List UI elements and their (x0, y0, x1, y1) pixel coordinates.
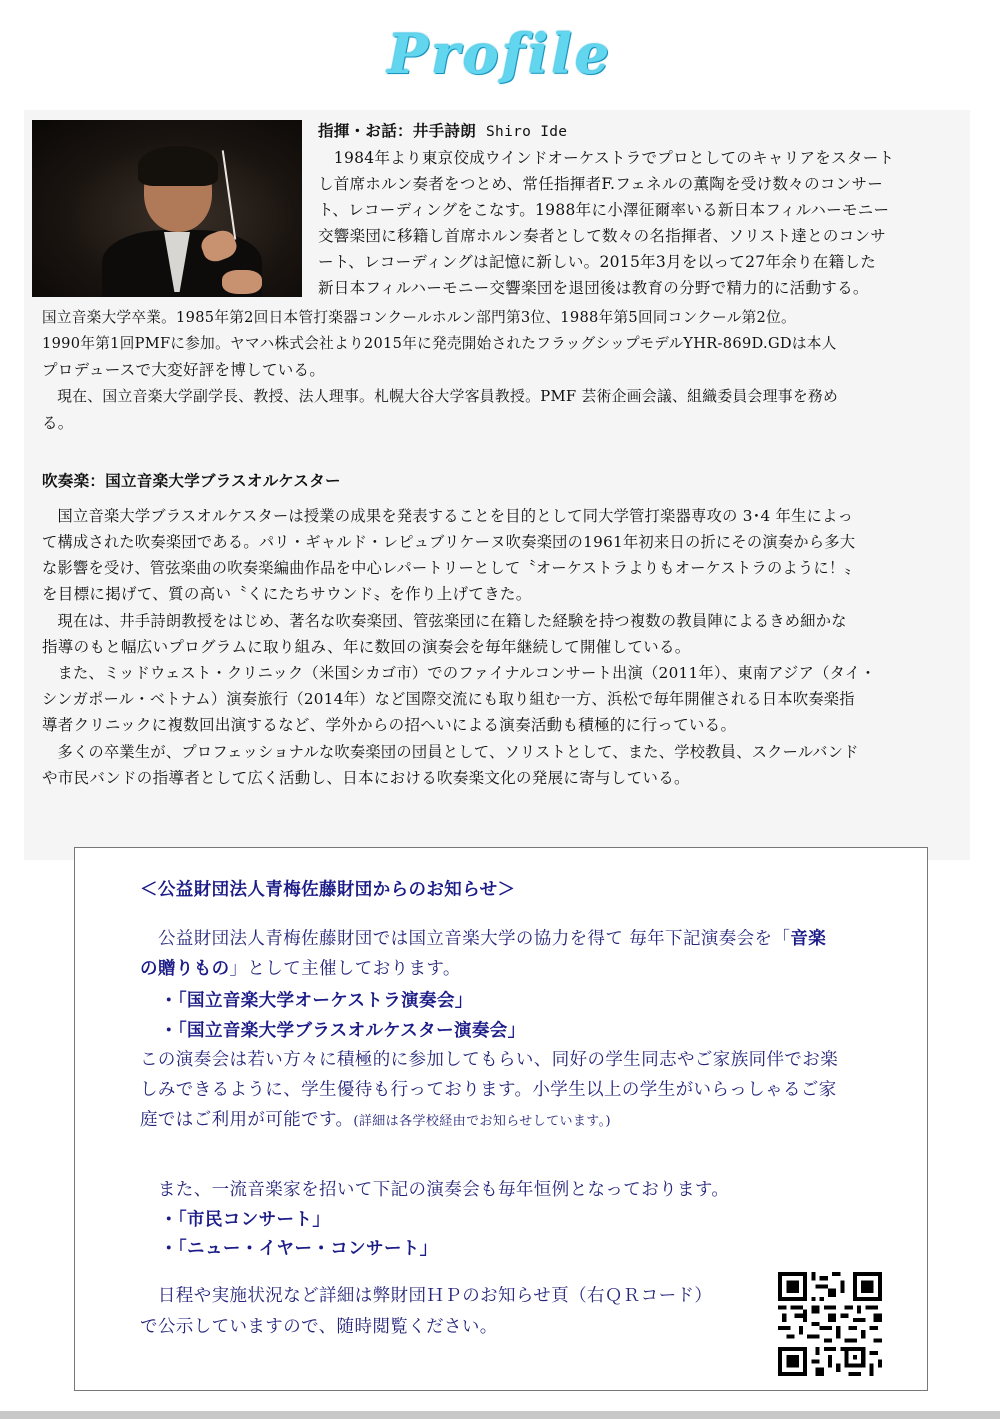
notice-intro-line-2 (140, 955, 461, 984)
notice-footer-line: 日程や実施状況など詳細は弊財団ＨＰのお知らせ頁（右ＱＲコード） (140, 1286, 713, 1306)
band-line: 国立音楽大学ブラスオルケスターは授業の成果を発表することを目的として同大学管打楽器専攻の 3･4 年生によっ (42, 507, 854, 525)
band-line: また、ミッドウェスト・クリニック（米国シカゴ市）でのファイナルコンサート出演（2011年）、東南アジア（タイ・ (42, 664, 876, 682)
notice-para-line: しみできるように、学生優待も行っております。小学生以上の学生がいらっしゃるご家 (140, 1080, 837, 1100)
page-title: Profile (387, 22, 613, 86)
band-line: て構成された吹奏楽団である。パリ・ギャルド・レピュブリケーヌ吹奏楽団の1961年初来日の折にその演奏から多大 (42, 533, 856, 551)
concert-item: ・「国立音楽大学ブラスオルケスター演奏会」 (160, 1021, 526, 1041)
bio-line: 交響楽団に移籍し首席ホルン奏者として数々の名指揮者、ソリスト達とのコンサ (318, 227, 887, 245)
band-line: を目標に掲げて、質の高い〝くにたちサウンド〟を作り上げてきた。 (42, 585, 532, 603)
band-line: 導者クリニックに複数回出演するなど、学外からの招へいによる演奏活動も積極的に行っている。 (42, 716, 737, 734)
band-line: 指導のもと幅広いプログラムに取り組み、年に数回の演奏会を毎年継続して開催している。 (42, 638, 691, 656)
bio-line: し首席ホルン奏者をつとめ、常任指揮者F.フェネルの薫陶を受け数々のコンサー (318, 175, 884, 193)
intro-text: 公益財団法人青梅佐藤財団では国立音楽大学の協力を得て 毎年下記演奏会を「 (140, 929, 791, 949)
band-line: や市民バンドの指導者として広く活動し、日本における吹奏楽文化の発展に寄与している。 (42, 769, 690, 787)
bio-line: 1990年第1回PMFに参加。ヤマハ株式会社より2015年に発売開始されたフラッグシップモデルYHR-869D.GDは本人 (42, 335, 837, 352)
band-line: 多くの卒業生が、プロフェッショナルな吹奏楽団の団員として、ソリストとして、また、学校教員、スクールバンド (42, 743, 859, 761)
concert-item: ・「ニュー・イヤー・コンサート」 (160, 1239, 438, 1259)
notice-footer-line: で公示していますので、随時閲覧ください。 (140, 1317, 498, 1337)
notice-also: また、一流音楽家を招いて下記の演奏会も毎年恒例となっております。 (140, 1180, 730, 1200)
bio-line: ート、レコーディングは記憶に新しい。2015年3月を以って27年余り在籍した (318, 253, 876, 271)
intro-text: 」として主催しております。 (229, 959, 461, 979)
bio-line: る。 (42, 414, 74, 432)
bio-line: 新日本フィルハーモニー交響楽団を退団後は教育の分野で精力的に活動する。 (318, 279, 869, 297)
band-heading: 吹奏楽：国立音楽大学ブラスオルケスター (42, 472, 341, 490)
concert-item: ・「市民コンサート」 (160, 1210, 331, 1230)
notice-heading: ＜公益財団法人青梅佐藤財団からのお知らせ＞ (140, 880, 516, 900)
bio-line: 1984年より東京佼成ウインドオーケストラでプロとしてのキャリアをスタート (318, 149, 895, 167)
bottom-border (0, 1411, 1000, 1419)
bio-line: 現在、国立音楽大学副学長、教授、法人理事。札幌大谷大学客員教授。PMF 芸術企画会議、組織委員会理事を務め (42, 388, 839, 405)
band-line: な影響を受け、管弦楽曲の吹奏楽編曲作品を中心レパートリーとして〝オーケストラよりもオーケストラのように！〟 (42, 559, 860, 577)
conductor-heading-text: 指揮・お話：井手詩朗 (318, 122, 477, 140)
conductor-heading (318, 118, 567, 145)
notice-para-line (140, 1106, 611, 1136)
para-text: 庭ではご利用が可能です。 (140, 1110, 354, 1130)
notice-intro-line-1 (140, 925, 826, 954)
notice-para-line: この演奏会は若い方々に積極的に参加してもらい、同好の学生同志やご家族同伴でお楽 (140, 1050, 839, 1070)
bio-line: 国立音楽大学卒業。1985年第2回日本管打楽器コンクールホルン部門第3位、1988年第5回同コンクール第2位。 (42, 309, 796, 326)
concert-item: ・「国立音楽大学オーケストラ演奏会」 (160, 991, 473, 1011)
band-line: シンガポール・ベトナム）演奏旅行（2014年）など国際交流にも取り組む一方、浜松で毎年開催される日本吹奏楽指 (42, 690, 855, 708)
conductor-photo (32, 120, 302, 297)
bio-line: プロデュースで大変好評を博している。 (42, 361, 326, 379)
intro-emphasis: の贈りもの (140, 959, 230, 979)
para-note: (詳細は各学校経由でお知らせしています。) (353, 1114, 612, 1129)
intro-emphasis: 音楽 (790, 929, 827, 949)
band-line: 現在は、井手詩朗教授をはじめ、著名な吹奏楽団、管弦楽団に在籍した経験を持つ複数の教員陣によるきめ細かな (42, 612, 847, 630)
bio-line: ト、レコーディングをこなす。1988年に小澤征爾率いる新日本フィルハーモニー (318, 201, 890, 219)
conductor-name-en: Shiro Ide (486, 124, 568, 140)
qr-code-icon[interactable] (778, 1272, 882, 1376)
